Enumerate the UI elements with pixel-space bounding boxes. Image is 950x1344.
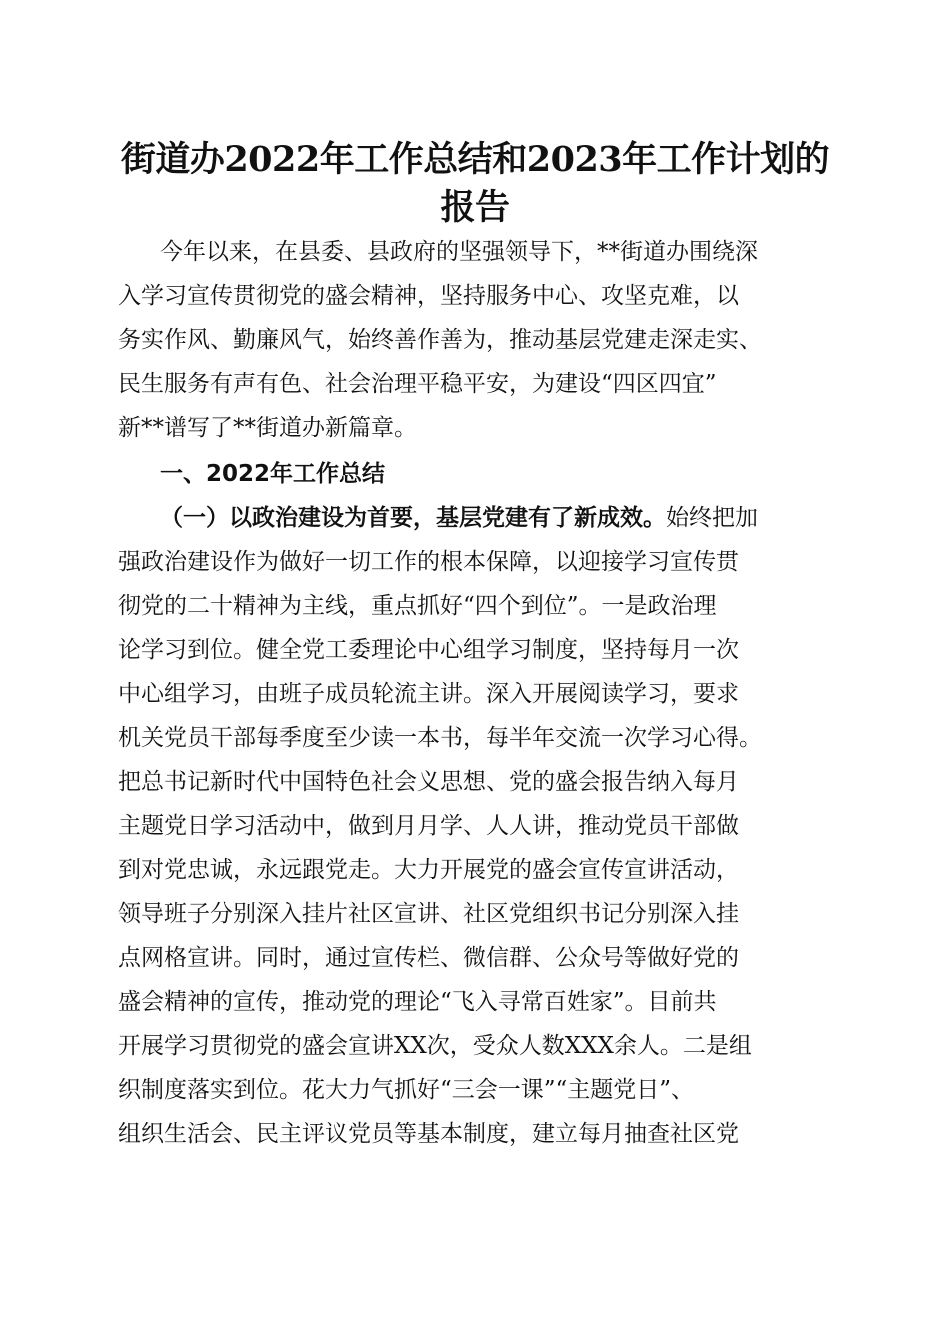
body-line: 织制度落实到位。花大力气抓好“三会一课”“主题党日”、 [118, 1077, 695, 1103]
body-line: 论学习到位。健全党工委理论中心组学习制度，坚持每月一次 [118, 637, 739, 663]
intro-line: 务实作风、勤廉风气，始终善作善为，推动基层党建走深走实、 [118, 327, 762, 353]
body-line: 领导班子分别深入挂片社区宣讲、社区党组织书记分别深入挂 [118, 901, 739, 927]
intro-line: 新**谱写了**街道办新篇章。 [118, 415, 417, 441]
subsection-heading-1: （一）以政治建设为首要，基层党建有了新成效。 [160, 505, 666, 531]
subsection-first-line-tail: 始终把加 [666, 505, 758, 531]
body-line: 彻党的二十精神为主线，重点抓好“四个到位”。一是政治理 [118, 593, 717, 619]
intro-line: 今年以来，在县委、县政府的坚强领导下，**街道办围绕深 [160, 239, 758, 265]
intro-line: 入学习宣传贯彻党的盛会精神，坚持服务中心、攻坚克难，以 [118, 283, 739, 309]
body-line: 盛会精神的宣传，推动党的理论“飞入寻常百姓家”。目前共 [118, 989, 717, 1015]
body-line: 组织生活会、民主评议党员等基本制度，建立每月抽查社区党 [118, 1121, 739, 1147]
body-line: 把总书记新时代中国特色社会义思想、党的盛会报告纳入每月 [118, 769, 739, 795]
body-line: 到对党忠诚，永远跟党走。大力开展党的盛会宣传宣讲活动， [118, 857, 739, 883]
section-heading-1: 一、2022年工作总结 [160, 461, 386, 487]
body-line: 中心组学习，由班子成员轮流主讲。深入开展阅读学习，要求 [118, 681, 739, 707]
document-title-line-1: 街道办2022年工作总结和2023年工作计划的 [120, 139, 830, 180]
document-title-line-2: 报告 [440, 187, 510, 228]
subsection-first-line [160, 503, 890, 533]
body-line: 强政治建设作为做好一切工作的根本保障，以迎接学习宣传贯 [118, 549, 739, 575]
body-line: 开展学习贯彻党的盛会宣讲XX次，受众人数XXX余人。二是组 [118, 1033, 752, 1059]
body-line: 点网格宣讲。同时，通过宣传栏、微信群、公众号等做好党的 [118, 945, 739, 971]
intro-line: 民生服务有声有色、社会治理平稳平安，为建设“四区四宜” [118, 371, 717, 397]
body-line: 主题党日学习活动中，做到月月学、人人讲，推动党员干部做 [118, 813, 739, 839]
body-line: 机关党员干部每季度至少读一本书，每半年交流一次学习心得。 [118, 725, 762, 751]
